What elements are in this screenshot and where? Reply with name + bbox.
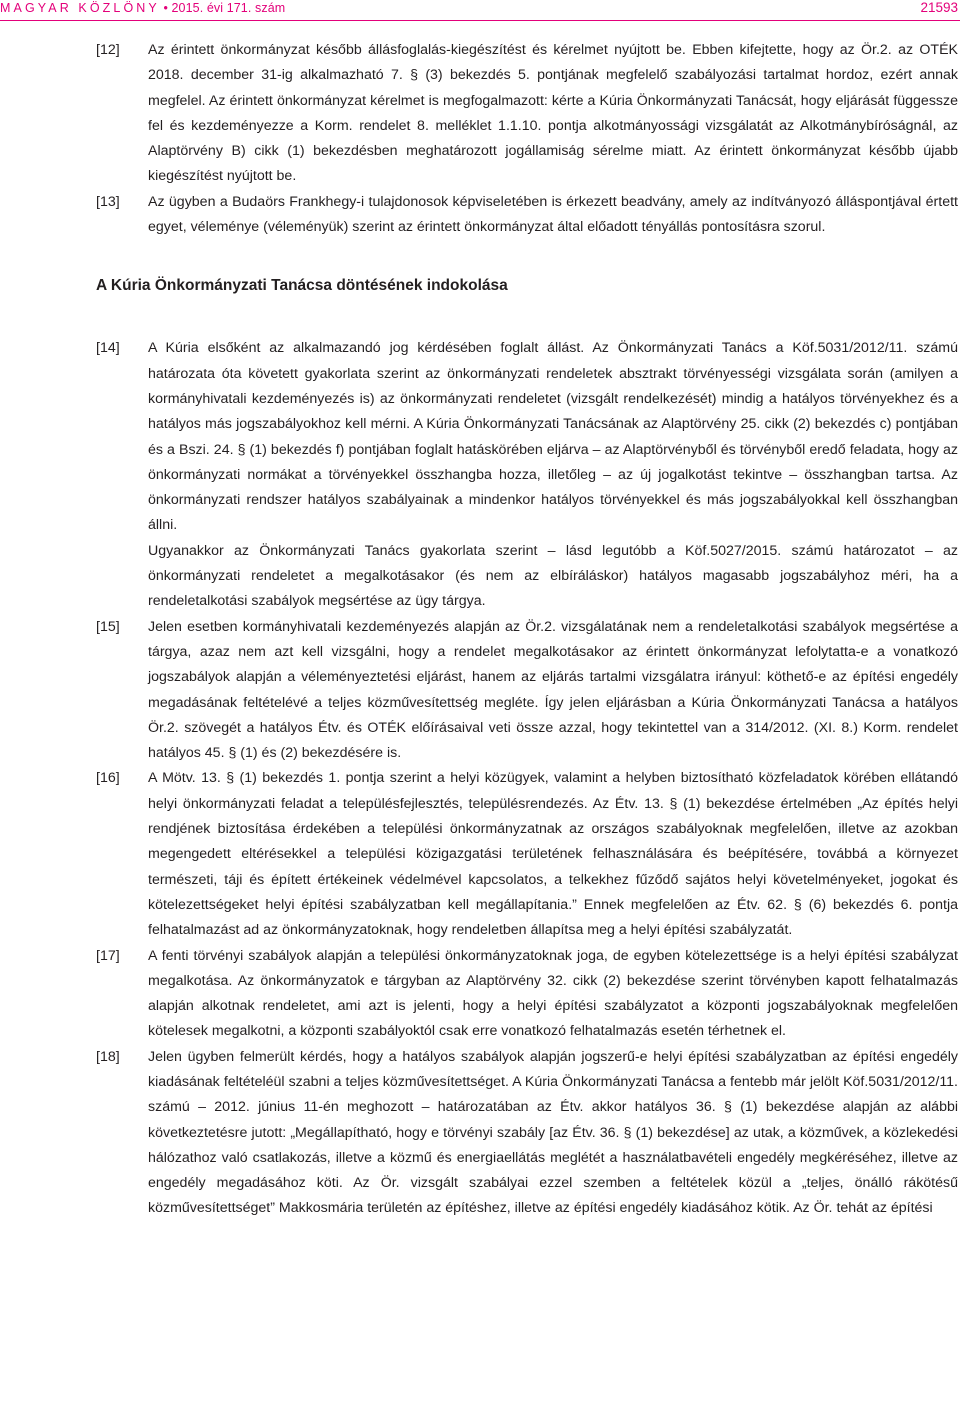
paragraph-text: Az ügyben a Budaörs Frankhegy-i tulajdonosok képviseletében is érkezett beadvány, amely az indítványozó álláspontjával értett egyet, véleménye (véleményük) szerint az érintett önkormányzat által előadott tényállás pontosításra szorul. <box>148 193 958 236</box>
paragraph-text: A fenti törvényi szabályok alapján a települési önkormányzatoknak joga, de egyben kötelezettsége is a helyi építési szabályzat megalkotása. Az önkormányzatok e tárgyban az Alaptörvény 32. cikk (2) bekezdése szerint törvényben kapott felhatalmazás alapján alkotnak rendeletet, ami azt is jelenti, hogy a helyi építési szabályzatot a központi jogszabályoknak megfelelően kötelesek megalkotni, a központi szabályoktól csak erre vonatkozó felhatalmazás esetén térhetnek el. <box>148 947 958 1040</box>
paragraph-number: [18] <box>96 1048 120 1065</box>
paragraph-body <box>148 766 958 943</box>
page-number: 21593 <box>920 0 958 15</box>
paragraph-body <box>148 190 958 241</box>
paragraph-number: [17] <box>96 947 120 964</box>
paragraph-number: [13] <box>96 193 120 210</box>
header-divider <box>0 20 960 21</box>
paragraphs-after-heading <box>0 336 960 1221</box>
paragraph-number: [12] <box>96 42 120 58</box>
paragraph-body <box>148 944 958 1045</box>
page-content <box>0 38 960 1222</box>
paragraph-number: [14] <box>96 340 120 357</box>
numbered-paragraph <box>0 1045 960 1222</box>
numbered-paragraph <box>0 944 960 1045</box>
paragraph-body <box>148 615 958 767</box>
header-bullet: • <box>163 1 168 15</box>
numbered-paragraph <box>0 190 960 241</box>
section-heading: A Kúria Önkormányzati Tanácsa döntésének indokolása <box>96 277 508 295</box>
paragraph-text: Ugyanakkor az Önkormányzati Tanács gyakorlata szerint – lásd legutóbb a Köf.5027/2015. számú határozatot – az önkormányzati rendeletet a megalkotásakor (és nem az elbíráláskor) hatályos magasabb jogszabályhoz méri, ha a rendeletalkotási szabályok megsértése az ügy tárgya. <box>148 542 958 610</box>
numbered-paragraph <box>0 766 960 943</box>
paragraph-text: Jelen esetben kormányhivatali kezdeményezés alapján az Ör.2. vizsgálatának nem a rendeletalkotási szabályok megsértése a tárgya, azaz nem azt kell vizsgálni, hogy a rendelet megalkotásakor az érintett önkormányzat lefolytatta-e a vonatkozó jogszabályok alapján a véleményeztetési eljárást, hanem az eljárás tartalmi vizsgálatra irányul: köthető-e az építési engedély megadásának feltételévé a teljes közművesítettség megléte. Így jelen eljárásban a Kúria Önkormányzati Tanácsa a hatályos Ör.2. szövegét a hatályos Étv. és OTÉK előírásaival veti össze azzal, hogy tekintettel van a 314/2012. (XI. 8.) Korm. rendelet hatályos 45. § (1) és (2) bekezdésére is. <box>148 618 958 762</box>
paragraph-number: [16] <box>96 770 120 787</box>
paragraph-text: A Kúria elsőként az alkalmazandó jog kérdésében foglalt állást. Az Önkormányzati Tanács a Köf.5031/2012/11. számú határozata óta követett gyakorlata szerint az önkormányzati rendeletek absztrakt törvényességi vizsgálata során (amilyen a kormányhivatali kezdeményezés is) az önkormányzati rendeletet (vizsgált rendelkezését) mindig a hatályos törvényekhez és a hatályos más jogszabályokhoz kell mérni. A Kúria Önkormányzati Tanácsának az Alaptörvény 25. cikk (2) bekezdés c) pontjában és a Bszi. 24. § (1) bekezdés f) pontjában foglalt hatáskörében eljárva – az Alaptörvényből és törvényből eredő feladata, hogy az önkormányzati normákat a törvényekkel összhangba hozza, illetőleg – az új jogalkotást tekintve – összhangban tartsa. Az önkormányzati rendszer hatályos szabályainak a mindenkor hatályos törvényekkel és más jogszabályokkal kell összhangban állni. <box>148 340 958 534</box>
paragraphs-before-heading <box>0 38 960 240</box>
numbered-paragraph <box>0 38 960 190</box>
issue-number: 2015. évi 171. szám <box>171 1 286 15</box>
numbered-paragraph <box>0 336 960 614</box>
paragraph-number: [15] <box>96 618 120 635</box>
header-publication-line <box>0 0 285 16</box>
paragraph-text: A Mötv. 13. § (1) bekezdés 1. pontja szerint a helyi közügyek, valamint a helyben biztosítható közfeladatok körében ellátandó helyi önkormányzati feladat a településfejlesztés, településrendezés. Az Étv. 13. § (1) bekezdése értelmében „Az építés helyi rendjének biztosítása érdekében a települési önkormányzatnak az országos szabályoknak megfelelően, illetve az azokban megengedett eltérésekkel a települési közigazgatási területének felhasználására és beépítésére, továbbá a környezet természeti, táji és épített értékeinek védelmével kapcsolatos, a telkekhez fűződő sajátos helyi követelményeket, jogokat és kötelezettségeket helyi építési szabályzatban kell megállapítania.” Ennek megfelelően az Étv. 62. § (6) bekezdés 6. pontja felhatalmazást ad az önkormányzatoknak, hogy rendeletben állapítsa meg a helyi építési szabályzatát. <box>148 770 958 939</box>
numbered-paragraph <box>0 615 960 767</box>
paragraph-body <box>148 1045 958 1222</box>
paragraph-text: Jelen ügyben felmerült kérdés, hogy a hatályos szabályok alapján jogszerű-e helyi építési szabályzatban az építési engedély kiadásának feltételéül szabni a teljes közművesítettséget. A Kúria Önkormányzati Tanácsa a fentebb már jelölt Köf.5031/2012/11. számú – 2012. június 11-én meghozott – határozatában az Étv. akkor hatályos 36. § (1) bekezdése alapján az alábbi következtetésre jutott: „Megállapítható, hogy e törvényi szabály [az Étv. 36. § (1) bekezdése] az utak, a közművek, a közlekedési hálózathoz való csatlakozás, illetve a közmű és energiaellátás meglétét a használatbavételi engedély megkéréséhez, illetve az engedély megadásához köti. Az Ör. vizsgált szabályai ezzel szemben a feltételek közül a „teljes, önálló rákötésű közművesítettséget” Makkosmária területén az építéshez, illetve az építési engedély kiadásához kötik. Az Ör. tehát az építési <box>148 1048 958 1217</box>
paragraph-body <box>148 38 958 190</box>
paragraph-body <box>148 336 958 614</box>
paragraph-text: Az érintett önkormányzat később állásfoglalás-kiegészítést és kérelmet nyújtott be. Ebben kifejtette, hogy az Ör.2. az OTÉK 2018. december 31-ig alkalmazható 7. § (3) bekezdés 5. pontjának megfelelő szabályozási tartalmat hordoz, ezért annak megfelel. Az érintett önkormányzat kérelmet is megfogalmazott: kérte a Kúria Önkormányzati Tanácsát, hogy eljárását függessze fel és kezdeményezze a Korm. rendelet 8. melléklet 1.1.10. pontja alkotmányossági vizsgálatát az Alkotmánybíróságnál, az Alaptörvény B) cikk (1) bekezdésben meghatározott jogállamiság sérelme miatt. Az érintett önkormányzat később újabb kiegészítést nyújtott be. <box>148 42 958 185</box>
publication-name: MAGYAR KÖZLÖNY <box>0 1 160 15</box>
page-header <box>0 0 960 22</box>
